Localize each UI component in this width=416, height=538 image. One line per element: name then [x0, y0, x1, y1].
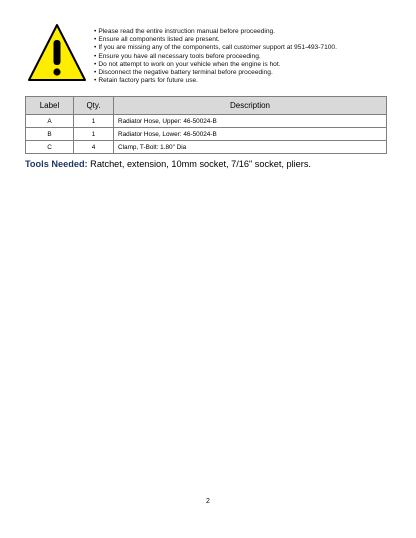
table-row [26, 141, 387, 154]
warning-item: • Ensure you have all necessary tools before proceeding. [94, 53, 337, 61]
table-row [26, 115, 387, 128]
warning-exclamation-icon [26, 22, 88, 84]
row-qty: 4 [74, 141, 114, 154]
row-label: A [26, 115, 74, 128]
row-label: C [26, 141, 74, 154]
qty-column-header: Qty. [74, 97, 114, 115]
warning-item: • Disconnect the negative battery terminal before proceeding. [94, 69, 337, 77]
page-number: 2 [206, 498, 210, 505]
parts-table-header-row [26, 97, 387, 115]
tools-needed [25, 159, 311, 169]
row-qty: 1 [74, 115, 114, 128]
parts-table [25, 96, 387, 154]
table-row [26, 128, 387, 141]
warning-item: • If you are missing any of the components, call customer support at 951-493-7100. [94, 44, 337, 52]
row-qty: 1 [74, 128, 114, 141]
description-column-header: Description [114, 97, 387, 115]
tools-needed-text: Ratchet, extension, 10mm socket, 7/16" socket, pliers. [87, 159, 311, 169]
label-column-header: Label [26, 97, 74, 115]
row-label: B [26, 128, 74, 141]
warning-item: • Do not attempt to work on your vehicle when the engine is hot. [94, 61, 337, 69]
row-description: Clamp, T-Bolt: 1.80" Dia [114, 141, 387, 154]
warning-item: • Retain factory parts for future use. [94, 77, 337, 85]
warning-item: • Ensure all components listed are present. [94, 36, 337, 44]
row-description: Radiator Hose, Upper: 46-50024-B [114, 115, 387, 128]
tools-needed-label: Tools Needed: [25, 159, 88, 169]
row-description: Radiator Hose, Lower: 46-50024-B [114, 128, 387, 141]
warning-list [94, 28, 337, 85]
warning-item: • Please read the entire instruction manual before proceeding. [94, 28, 337, 36]
